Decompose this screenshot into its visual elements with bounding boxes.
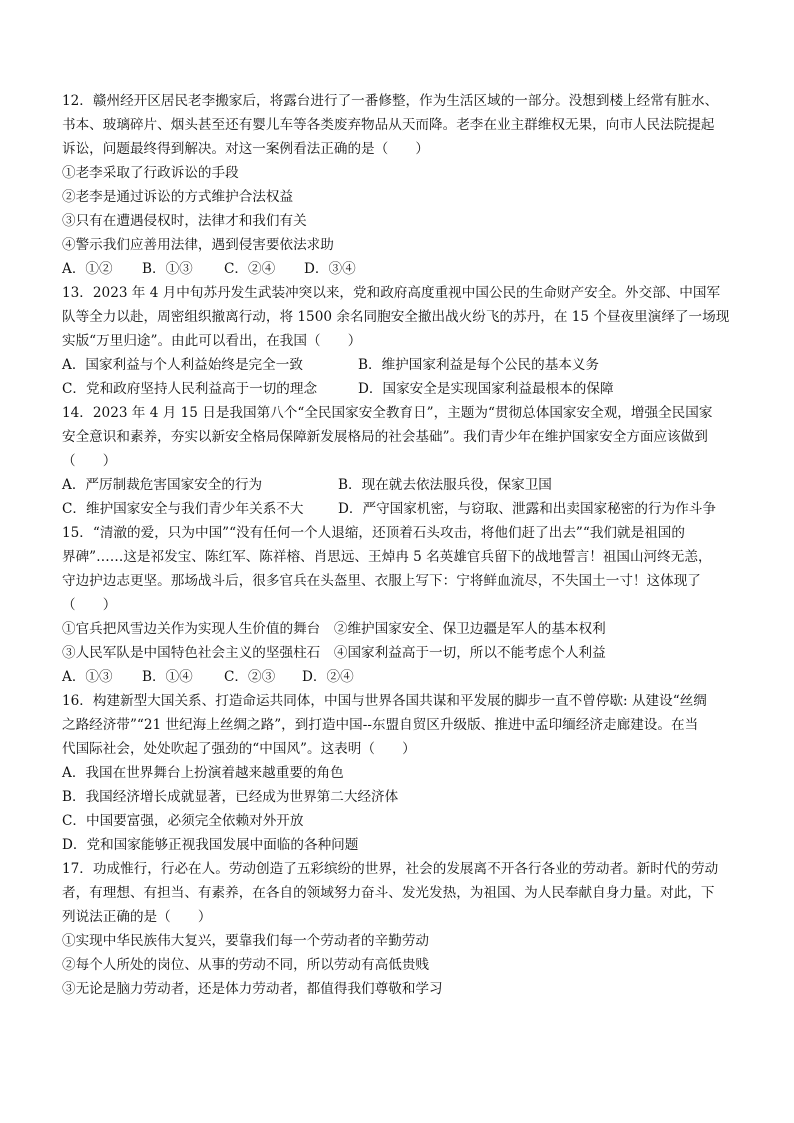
q17-stem-line-2: 者，有理想、有担当、有素养，在各自的领域努力奋斗、发光发热，为祖国、为人民奉献自身力量。对此，下 [62, 885, 715, 901]
q12-option-c: C．②④ [224, 261, 276, 277]
q15-option-a: A．①③ [62, 669, 113, 685]
q15-options [62, 665, 742, 689]
q12-option-b: B．①③ [142, 261, 193, 277]
q17-stem-line-3: 列说法正确的是（ ） [62, 909, 212, 925]
q15-item-row-2: ③人民军队是中国特色社会主义的坚强柱石 ④国家利益高于一切，所以不能考虑个人利益 [62, 645, 606, 661]
q14-stem-line-2: 安全意识和素养，夯实以新安全格局保障新发展格局的社会基础”。我们青少年在维护国家安全方面应该做到 [62, 429, 708, 445]
q13-option-a: A．国家利益与个人利益始终是完全一致 [62, 357, 303, 373]
q12-option-d: D．③④ [304, 261, 356, 277]
q12-option-a: A．①② [62, 261, 113, 277]
q14-stem-line-1: 14．2023 年 4 月 15 日是我国第八个“全民国家安全教育日”，主题为“贯彻总体国家安全观，增强全民国家 [62, 405, 713, 421]
q14-options-row-1 [62, 473, 742, 497]
q16-option-a: A．我国在世界舞台上扮演着越来越重要的角色 [62, 765, 344, 781]
q14-option-d: D．严守国家机密，与窃取、泄露和出卖国家秘密的行为作斗争 [338, 501, 716, 517]
q14-options-row-2 [62, 497, 742, 521]
q14-stem-line-3: （ ） [62, 453, 117, 469]
q16-stem-line-3: 代国际社会，处处吹起了强劲的“中国风”。这表明（ ） [62, 741, 416, 757]
q17-item-2: ②每个人所处的岗位、从事的劳动不同，所以劳动有高低贵贱 [62, 957, 430, 973]
q15-stem-line-1: 15．“清澈的爱，只为中国”“没有任何一个人退缩，还顶着石头攻击，将他们赶了出去”“我们就是祖国的 [62, 525, 685, 541]
q15-stem-line-3: 守边护边志更坚。那场战斗后，很多官兵在头盔里、衣服上写下：宁将鲜血流尽，不失国土一寸！这体现了 [62, 573, 701, 589]
q12-item-2: ②老李是通过诉讼的方式维护合法权益 [62, 189, 294, 205]
q13-options-row-2 [62, 377, 742, 401]
q16-option-d: D．党和国家能够正视我国发展中面临的各种问题 [62, 837, 359, 853]
q12-item-3: ③只有在遭遇侵权时，法律才和我们有关 [62, 213, 307, 229]
q15-option-c: C．②③ [224, 669, 276, 685]
q12-stem-line-1: 12．赣州经开区居民老李搬家后，将露台进行了一番修整，作为生活区域的一部分。没想到楼上经常有脏水、 [62, 93, 719, 109]
q14-option-b: B．现在就去依法服兵役，保家卫国 [338, 477, 552, 493]
q13-stem-line-2: 队等全力以赴，周密组织撤离行动，将 1500 余名同胞安全撤出战火纷飞的苏丹，在 15 个昼夜里演绎了一场现 [62, 309, 730, 325]
q15-option-b: B．①④ [142, 669, 193, 685]
q17-item-1: ①实现中华民族伟大复兴，要靠我们每一个劳动者的辛勤劳动 [62, 933, 430, 949]
q15-stem-line-2: 界碑”……这是祁发宝、陈红军、陈祥榕、肖思远、王焯冉 5 名英雄官兵留下的战地誓言！祖国山河终无恙， [62, 549, 712, 565]
q15-option-d: D．②④ [302, 669, 354, 685]
q13-option-d: D．国家安全是实现国家利益最根本的保障 [358, 381, 614, 397]
q13-stem-line-3: 实版“万里归途”。由此可以看出，在我国（ ） [62, 333, 362, 349]
q17-stem-line-1: 17．功成惟行，行必在人。劳动创造了五彩缤纷的世界，社会的发展离不开各行各业的劳动者。新时代的劳动 [62, 861, 719, 877]
q13-option-c: C．党和政府坚持人民利益高于一切的理念 [62, 381, 318, 397]
q16-option-c: C．中国要富强，必须完全依赖对外开放 [62, 813, 304, 829]
q15-item-row-1: ①官兵把风雪边关作为实现人生价值的舞台 ②维护国家安全、保卫边疆是军人的基本权利 [62, 621, 606, 637]
q12-item-1: ①老李采取了行政诉讼的手段 [62, 165, 239, 181]
q15-stem-line-4: （ ） [62, 597, 117, 613]
q12-stem-line-2: 书本、玻璃碎片、烟头甚至还有婴儿车等各类废弃物品从天而降。老李在业主群维权无果，向市人民法院提起 [62, 117, 715, 133]
q16-stem-line-2: 之路经济带”“21 世纪海上丝绸之路”，到打造中国--东盟自贸区升级版、推进中孟印缅经济走廊建设。在当 [62, 717, 699, 733]
q16-stem-line-1: 16．构建新型大国关系、打造命运共同体，中国与世界各国共谋和平发展的脚步一直不曾停歇: 从建设“丝绸 [62, 693, 707, 709]
q13-options-row-1 [62, 353, 742, 377]
q14-option-a: A．严厉制裁危害国家安全的行为 [62, 477, 263, 493]
q12-options [62, 257, 742, 281]
q17-item-3: ③无论是脑力劳动者，还是体力劳动者，都值得我们尊敬和学习 [62, 981, 443, 997]
q13-option-b: B．维护国家利益是每个公民的基本义务 [358, 357, 600, 373]
q12-item-4: ④警示我们应善用法律，遇到侵害要依法求助 [62, 237, 334, 253]
q13-stem-line-1: 13．2023 年 4 月中旬苏丹发生武装冲突以来，党和政府高度重视中国公民的生命财产安全。外交部、中国军 [62, 285, 721, 301]
q12-stem-line-3: 诉讼，问题最终得到解决。对这一案例看法正确的是（ ） [62, 141, 430, 157]
q16-option-b: B．我国经济增长成就显著，已经成为世界第二大经济体 [62, 789, 399, 805]
q14-option-c: C．维护国家安全与我们青少年关系不大 [62, 501, 304, 517]
